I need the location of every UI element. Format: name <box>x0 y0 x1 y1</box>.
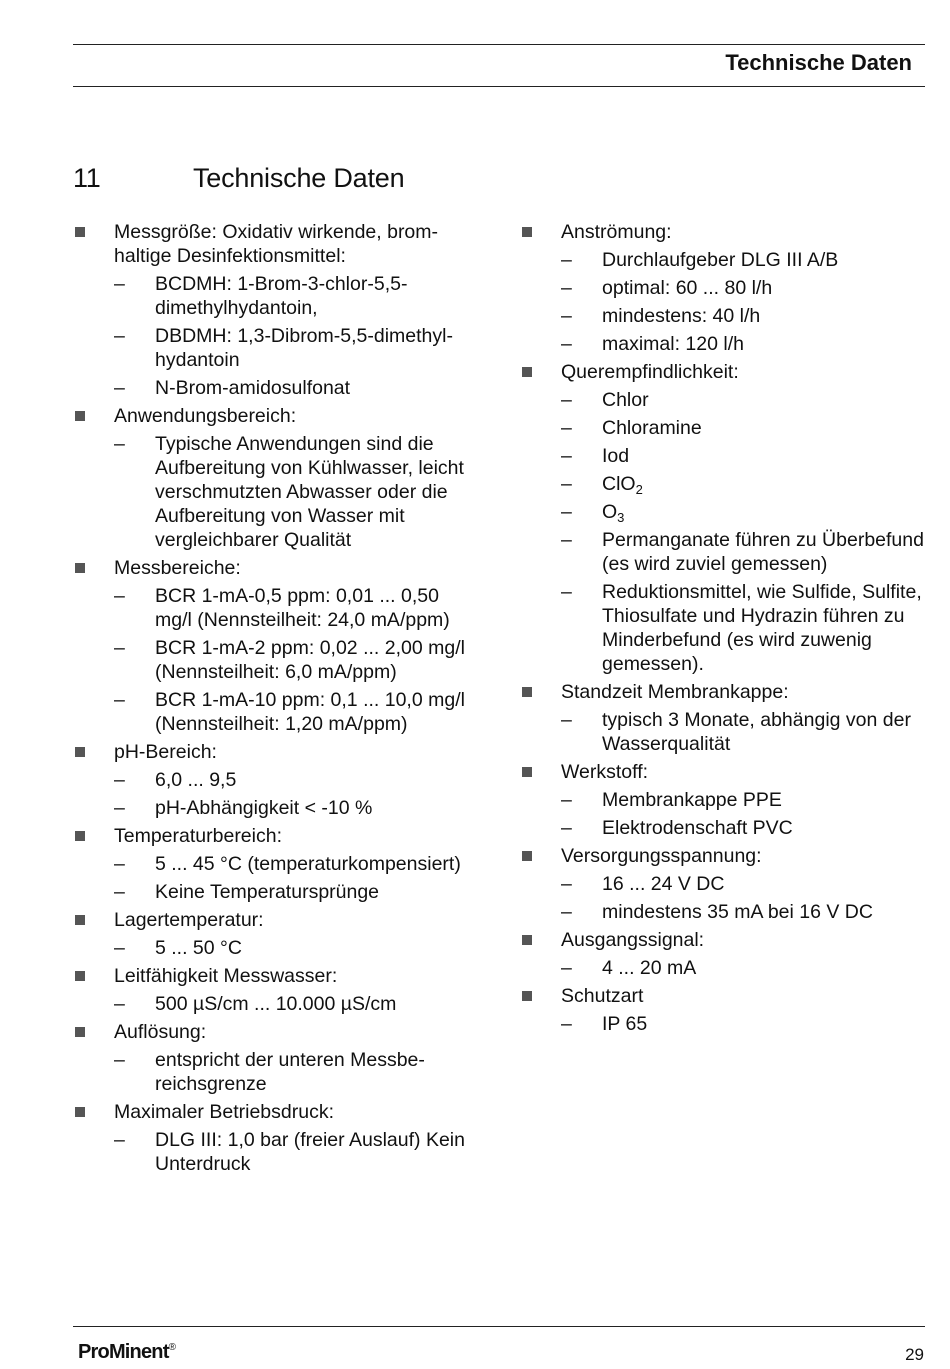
spec-label: Messbereiche: <box>114 557 241 579</box>
footer-rule <box>73 1326 925 1327</box>
spec-subitem: – Permanganate führen zu Überbefund (es wird zuviel gemessen) <box>561 528 925 576</box>
spec-sublist <box>114 1128 473 1176</box>
spec-list-right <box>520 216 925 1036</box>
spec-label: Anströmung: <box>561 221 672 243</box>
header-title: Technische Daten <box>725 50 912 75</box>
spec-subitem: – 4 ... 20 mA <box>561 956 925 980</box>
spec-subitem: – BCDMH: 1-Brom-3-chlor-5,5-dimethylhydantoin, <box>114 272 473 320</box>
spec-item <box>73 740 473 820</box>
spec-label: Versorgungsspannung: <box>561 845 762 867</box>
spec-subitem: – 500 µS/cm ... 10.000 µS/cm <box>114 992 473 1016</box>
spec-subitem: – optimal: 60 ... 80 l/h <box>561 276 925 300</box>
spec-label: Messgröße: Oxidativ wirkende, bromhaltige Desinfektionsmittel: <box>114 221 439 267</box>
spec-label: Querempfindlichkeit: <box>561 361 739 383</box>
chapter-number: 11 <box>73 163 101 193</box>
spec-subitem: – Durchlaufgeber DLG III A/B <box>561 248 925 272</box>
spec-subitem: – 5 ... 50 °C <box>114 936 473 960</box>
formula-base: ClO <box>602 473 636 495</box>
spec-sublist <box>114 432 473 552</box>
spec-label: Standzeit Membrankappe: <box>561 681 789 703</box>
spec-item <box>520 928 925 980</box>
spec-subitem: – Typische Anwendungen sind die Aufbereitung von Kühlwasser, leicht verschmutzten Abwasser oder die Aufbereitung von Wasser mit vergleichbarer Qualität <box>114 432 473 552</box>
formula-base: O <box>602 501 618 523</box>
spec-sublist <box>561 708 925 756</box>
spec-item <box>73 556 473 736</box>
spec-item <box>520 844 925 924</box>
spec-label: Ausgangssignal: <box>561 929 705 951</box>
spec-sublist <box>561 872 925 924</box>
spec-subitem: – 5 ... 45 °C (temperaturkompensiert) <box>114 852 473 876</box>
spec-item <box>73 964 473 1016</box>
spec-item <box>73 220 473 400</box>
spec-subitem: – entspricht der unteren Messbereichsgrenze <box>114 1048 473 1096</box>
spec-label: Temperaturbereich: <box>114 825 282 847</box>
spec-subitem: – DBDMH: 1,3-Dibrom-5,5-dimethyl-hydantoin <box>114 324 473 372</box>
prominent-logo <box>78 1341 175 1364</box>
spec-sublist <box>114 936 473 960</box>
spec-label: Auflösung: <box>114 1021 207 1043</box>
spec-item <box>73 1020 473 1096</box>
spec-sublist <box>561 248 925 356</box>
spec-subitem: – 16 ... 24 V DC <box>561 872 925 896</box>
spec-subitem <box>561 472 925 496</box>
spec-sublist <box>561 956 925 980</box>
spec-sublist <box>114 768 473 820</box>
spec-subitem: – 6,0 ... 9,5 <box>114 768 473 792</box>
spec-subitem: – mindestens 35 mA bei 16 V DC <box>561 900 925 924</box>
spec-subitem: – DLG III: 1,0 bar (freier Auslauf) Kein Unterdruck <box>114 1128 473 1176</box>
spec-sublist <box>114 852 473 904</box>
spec-subitem: – BCR 1-mA-2 ppm: 0,02 ... 2,00 mg/l (Nennsteilheit: 6,0 mA/ppm) <box>114 636 473 684</box>
spec-subitem: – pH-Abhängigkeit < -10 % <box>114 796 473 820</box>
spec-label: pH-Bereich: <box>114 741 217 763</box>
formula-subscript: 2 <box>635 482 643 497</box>
spec-sublist <box>114 272 473 400</box>
spec-subitem <box>561 500 925 524</box>
registered-mark: ® <box>168 1342 176 1353</box>
spec-item <box>73 908 473 960</box>
spec-item <box>520 680 925 756</box>
chapter-title: Technische Daten <box>193 163 405 193</box>
spec-subitem: – maximal: 120 l/h <box>561 332 925 356</box>
spec-label: Lagertemperatur: <box>114 909 264 931</box>
spec-sublist <box>561 788 925 840</box>
spec-sublist <box>114 992 473 1016</box>
spec-sublist <box>561 1012 925 1036</box>
spec-subitem: – mindestens: 40 l/h <box>561 304 925 328</box>
spec-list-left <box>73 216 473 1176</box>
spec-item <box>520 984 925 1036</box>
spec-item <box>520 220 925 356</box>
spec-sublist <box>561 388 925 676</box>
header-rule-bottom <box>73 86 925 87</box>
spec-sublist <box>114 1048 473 1096</box>
spec-item <box>73 1100 473 1176</box>
spec-subitem: – Membrankappe PPE <box>561 788 925 812</box>
spec-subitem: – IP 65 <box>561 1012 925 1036</box>
spec-subitem: – BCR 1-mA-0,5 ppm: 0,01 ... 0,50 mg/l (Nennsteilheit: 24,0 mA/ppm) <box>114 584 473 632</box>
spec-label: Maximaler Betriebsdruck: <box>114 1101 334 1123</box>
spec-item <box>520 760 925 840</box>
spec-subitem: – N-Brom-amidosulfonat <box>114 376 473 400</box>
header-rule-top <box>73 44 925 45</box>
formula-subscript: 3 <box>617 510 625 525</box>
spec-label: Schutzart <box>561 985 644 1007</box>
spec-item <box>520 360 925 676</box>
spec-sublist <box>114 584 473 736</box>
spec-item <box>73 824 473 904</box>
spec-subitem: – Keine Temperatursprünge <box>114 880 473 904</box>
spec-label: Anwendungsbereich: <box>114 405 297 427</box>
page-number: 29 <box>905 1345 924 1364</box>
spec-subitem: – typisch 3 Monate, abhängig von der Wasserqualität <box>561 708 925 756</box>
spec-subitem: – BCR 1-mA-10 ppm: 0,1 ... 10,0 mg/l (Nennsteilheit: 1,20 mA/ppm) <box>114 688 473 736</box>
spec-item <box>73 404 473 552</box>
spec-subitem: – Chloramine <box>561 416 925 440</box>
spec-label: Werkstoff: <box>561 761 649 783</box>
spec-subitem: – Iod <box>561 444 925 468</box>
spec-subitem: – Chlor <box>561 388 925 412</box>
spec-subitem: – Elektrodenschaft PVC <box>561 816 925 840</box>
chapter-heading <box>73 163 404 194</box>
logo-text: ProMinent <box>78 1341 169 1363</box>
spec-subitem: – Reduktionsmittel, wie Sulfide, Sulfite, Thiosulfate und Hydrazin führen zu Minderbefund (es wird zuwenig gemessen). <box>561 580 925 676</box>
spec-label: Leitfähigkeit Messwasser: <box>114 965 338 987</box>
